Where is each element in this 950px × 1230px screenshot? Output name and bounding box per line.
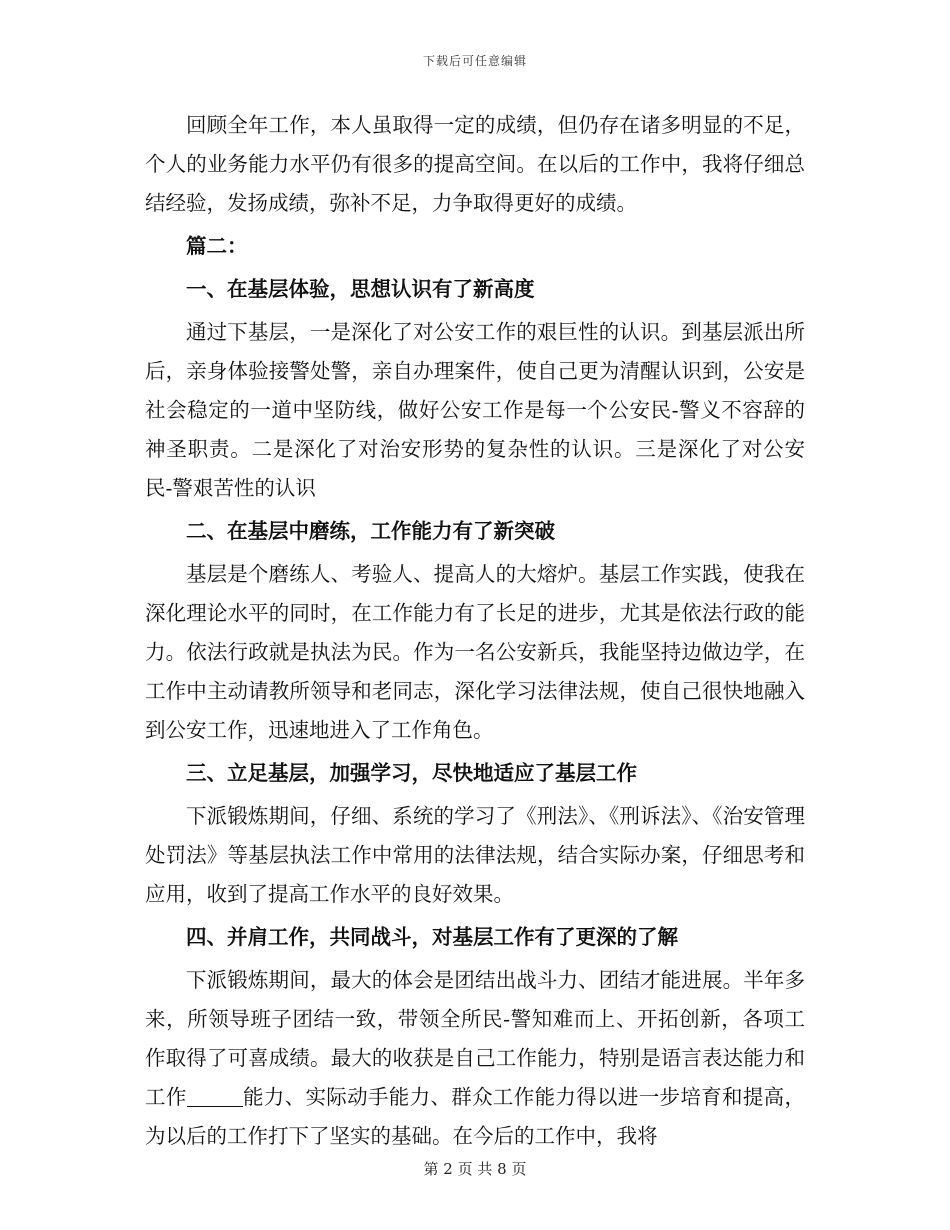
paragraph-review: 回顾全年工作，本人虽取得一定的成绩，但仍存在诸多明显的不足，个人的业务能力水平仍有很多的提高空间。在以后的工作中，我将仔细总结经验，发扬成绩，弥补不足，力争取得更好的成绩。 <box>145 113 805 215</box>
heading-2: 二、在基层中磨练，工作能力有了新突破 <box>186 519 555 543</box>
heading-3: 三、立足基层，加强学习，尽快地适应了基层工作 <box>186 761 637 785</box>
document-body <box>145 106 805 1156</box>
paragraph-4-part-1: 下派锻炼期间，最大的体会是团结出战斗力、团结才能进展。半年多来，所领导班子团结一致，带领全所民-警知难而上、开拓创新，各项工作取得了可喜成绩。最大的收获是自己工作能力，特别是语言表达能力和工作 <box>145 968 805 1109</box>
paragraph-1: 通过下基层，一是深化了对公安工作的艰巨性的认识。到基层派出所后，亲身体验接警处警，亲自办理案件，使自己更为清醒认识到，公安是社会稳定的一道中坚防线，做好公安工作是每一个公安民-警义不容辞的神圣职责。二是深化了对治安形势的复杂性的认识。三是深化了对公安民-警艰苦性的认识 <box>145 320 805 500</box>
section-label: 篇二： <box>186 234 248 258</box>
blank-underline <box>187 1105 243 1107</box>
page-header: 下载后可任意编辑 <box>422 54 527 68</box>
paragraph-4 <box>145 961 805 1156</box>
heading-4: 四、并肩工作，共同战斗，对基层工作有了更深的了解 <box>186 925 678 949</box>
heading-1: 一、在基层体验，思想认识有了新高度 <box>186 277 535 301</box>
page-number: 第 2 页 共 8 页 <box>423 1160 527 1178</box>
paragraph-4-part-2: 能力、实际动手能力、群众工作能力得以进一步培育和提高，为以后的工作打下了坚实的基础。在今后的工作中，我将 <box>145 1085 805 1148</box>
paragraph-2: 基层是个磨练人、考验人、提高人的大熔炉。基层工作实践，使我在深化理论水平的同时，在工作能力有了长足的进步，尤其是依法行政的能力。依法行政就是执法为民。作为一名公安新兵，我能坚持边做边学，在工作中主动请教所领导和老同志，深化学习法律法规，使自己很快地融入到公安工作，迅速地进入了工作角色。 <box>145 562 805 742</box>
paragraph-3: 下派锻炼期间，仔细、系统的学习了《刑法》、《刑诉法》、《治安管理处罚法》等基层执法工作中常用的法律法规，结合实际办案，仔细思考和应用，收到了提高工作水平的良好效果。 <box>145 804 805 906</box>
